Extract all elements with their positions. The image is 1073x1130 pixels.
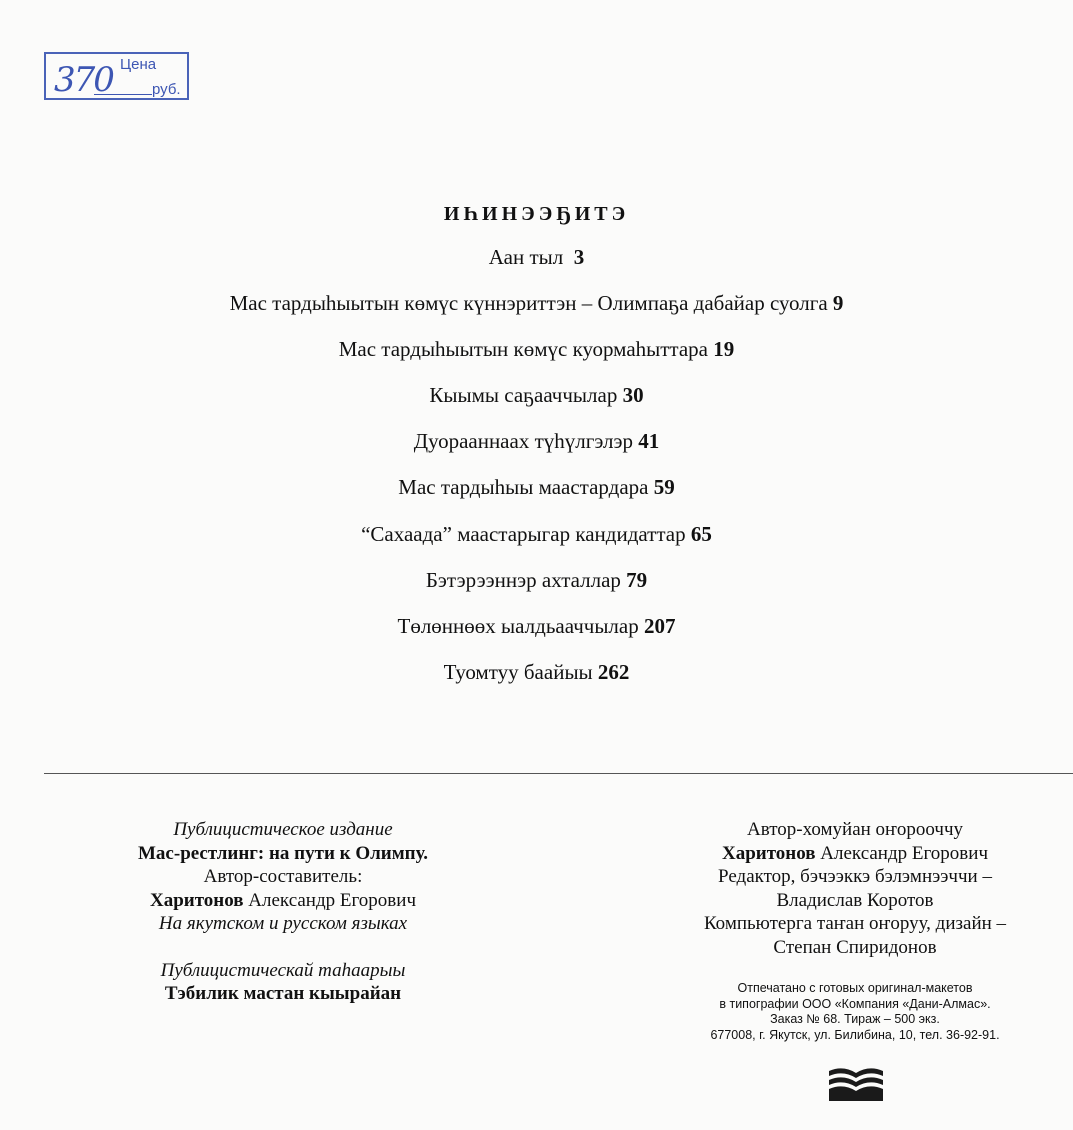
- toc-entry: [0, 246, 1073, 292]
- compiler-surname: Харитонов: [149, 889, 244, 911]
- price-stamp-value: 370: [54, 60, 113, 100]
- book-pages-logo-icon: [827, 1063, 885, 1103]
- toc-entry: [0, 661, 1073, 707]
- table-of-contents: [0, 246, 1073, 707]
- toc-entry-page: 262: [597, 659, 630, 684]
- toc-title: ИҺИНЭЭҔИТЭ: [443, 203, 630, 225]
- toc-entry: [0, 292, 1073, 338]
- toc-entry-text: Дуорааннаах түһүлгэлэр: [413, 429, 633, 454]
- compiler-ru: [88, 889, 478, 913]
- print-info: [660, 981, 1050, 1043]
- toc-entry-text: Кыымы саҕааччылар: [429, 383, 618, 408]
- layout-name: Степан Спиридонов: [773, 936, 937, 958]
- toc-entry-text: Бэтэрээннэр ахталлар: [425, 567, 621, 592]
- print-info-line: Отпечатано с готовых оригинал-макетов: [737, 981, 973, 995]
- toc-entry: [0, 615, 1073, 661]
- editor-label: Редактор, бэчээккэ бэлэмнээччи –: [718, 866, 992, 887]
- toc-entry-page: 9: [832, 291, 844, 316]
- toc-entry-page: 41: [638, 429, 660, 454]
- toc-entry-page: 3: [573, 245, 585, 269]
- toc-entry-text: Мас тардыһыы маастардара: [398, 475, 649, 500]
- imprint-left: [88, 818, 478, 1006]
- toc-entry: [0, 430, 1073, 476]
- layout-label: Компьютерга таҥан оҥоруу, дизайн –: [703, 913, 1007, 934]
- price-stamp-unit: руб.: [152, 81, 181, 98]
- toc-entry-page: 19: [713, 337, 735, 362]
- print-info-line: 677008, г. Якутск, ул. Билибина, 10, тел. 36-92-91.: [710, 1027, 1000, 1042]
- toc-entry: [0, 569, 1073, 615]
- toc-entry-page: 59: [653, 475, 675, 500]
- compiler-surname: Харитонов: [721, 842, 816, 864]
- toc-entry-text: Төлөннөөх ыалдьааччылар: [397, 613, 639, 638]
- genre-sah: Публицистическай таһаарыы: [160, 959, 406, 981]
- imprint-right: [660, 818, 1050, 959]
- genre-ru: Публицистическое издание: [173, 819, 393, 840]
- toc-entry-text: “Сахаада” маастарыгар кандидаттар: [361, 521, 686, 546]
- toc-entry-page: 30: [622, 383, 644, 408]
- compiler-name: Александр Егорович: [248, 889, 416, 911]
- compiler-sah: [660, 842, 1050, 866]
- language-note: На якутском и русском языках: [158, 913, 408, 934]
- toc-entry-text: Мас тардыһыытын көмүс күннэриттэн – Олимпаҕа дабайар суолга: [229, 291, 828, 316]
- toc-entry: [0, 338, 1073, 384]
- toc-entry: [0, 476, 1073, 522]
- compiler-label-ru: Автор-составитель:: [203, 866, 363, 887]
- toc-entry: [0, 523, 1073, 569]
- section-divider: [44, 773, 1073, 774]
- print-info-line: в типографии ООО «Компания «Дани-Алмас».: [719, 996, 991, 1011]
- title-sah: Тэбилик мастан кыырайан: [164, 983, 402, 1004]
- editor-name: Владислав Коротов: [776, 889, 934, 911]
- title-ru: Мас-рестлинг: на пути к Олимпу.: [138, 842, 428, 864]
- price-stamp-label: Цена: [120, 56, 157, 73]
- price-stamp: [44, 52, 189, 100]
- toc-entry-page: 65: [690, 521, 712, 546]
- compiler-label-sah: Автор-хомуйан оҥорооччу: [746, 819, 963, 840]
- print-info-line: Заказ № 68. Тираж – 500 экз.: [770, 1012, 940, 1026]
- toc-entry-page: 207: [643, 613, 676, 638]
- toc-entry-text: Туомтуу баайыы: [443, 659, 593, 684]
- toc-entry-text: Аан тыл: [488, 245, 564, 269]
- toc-entry-page: 79: [626, 567, 648, 592]
- compiler-name: Александр Егорович: [820, 842, 988, 864]
- price-stamp-line: [94, 94, 152, 95]
- toc-entry: [0, 384, 1073, 430]
- toc-entry-text: Мас тардыһыытын көмүс куормаһыттара: [338, 337, 709, 362]
